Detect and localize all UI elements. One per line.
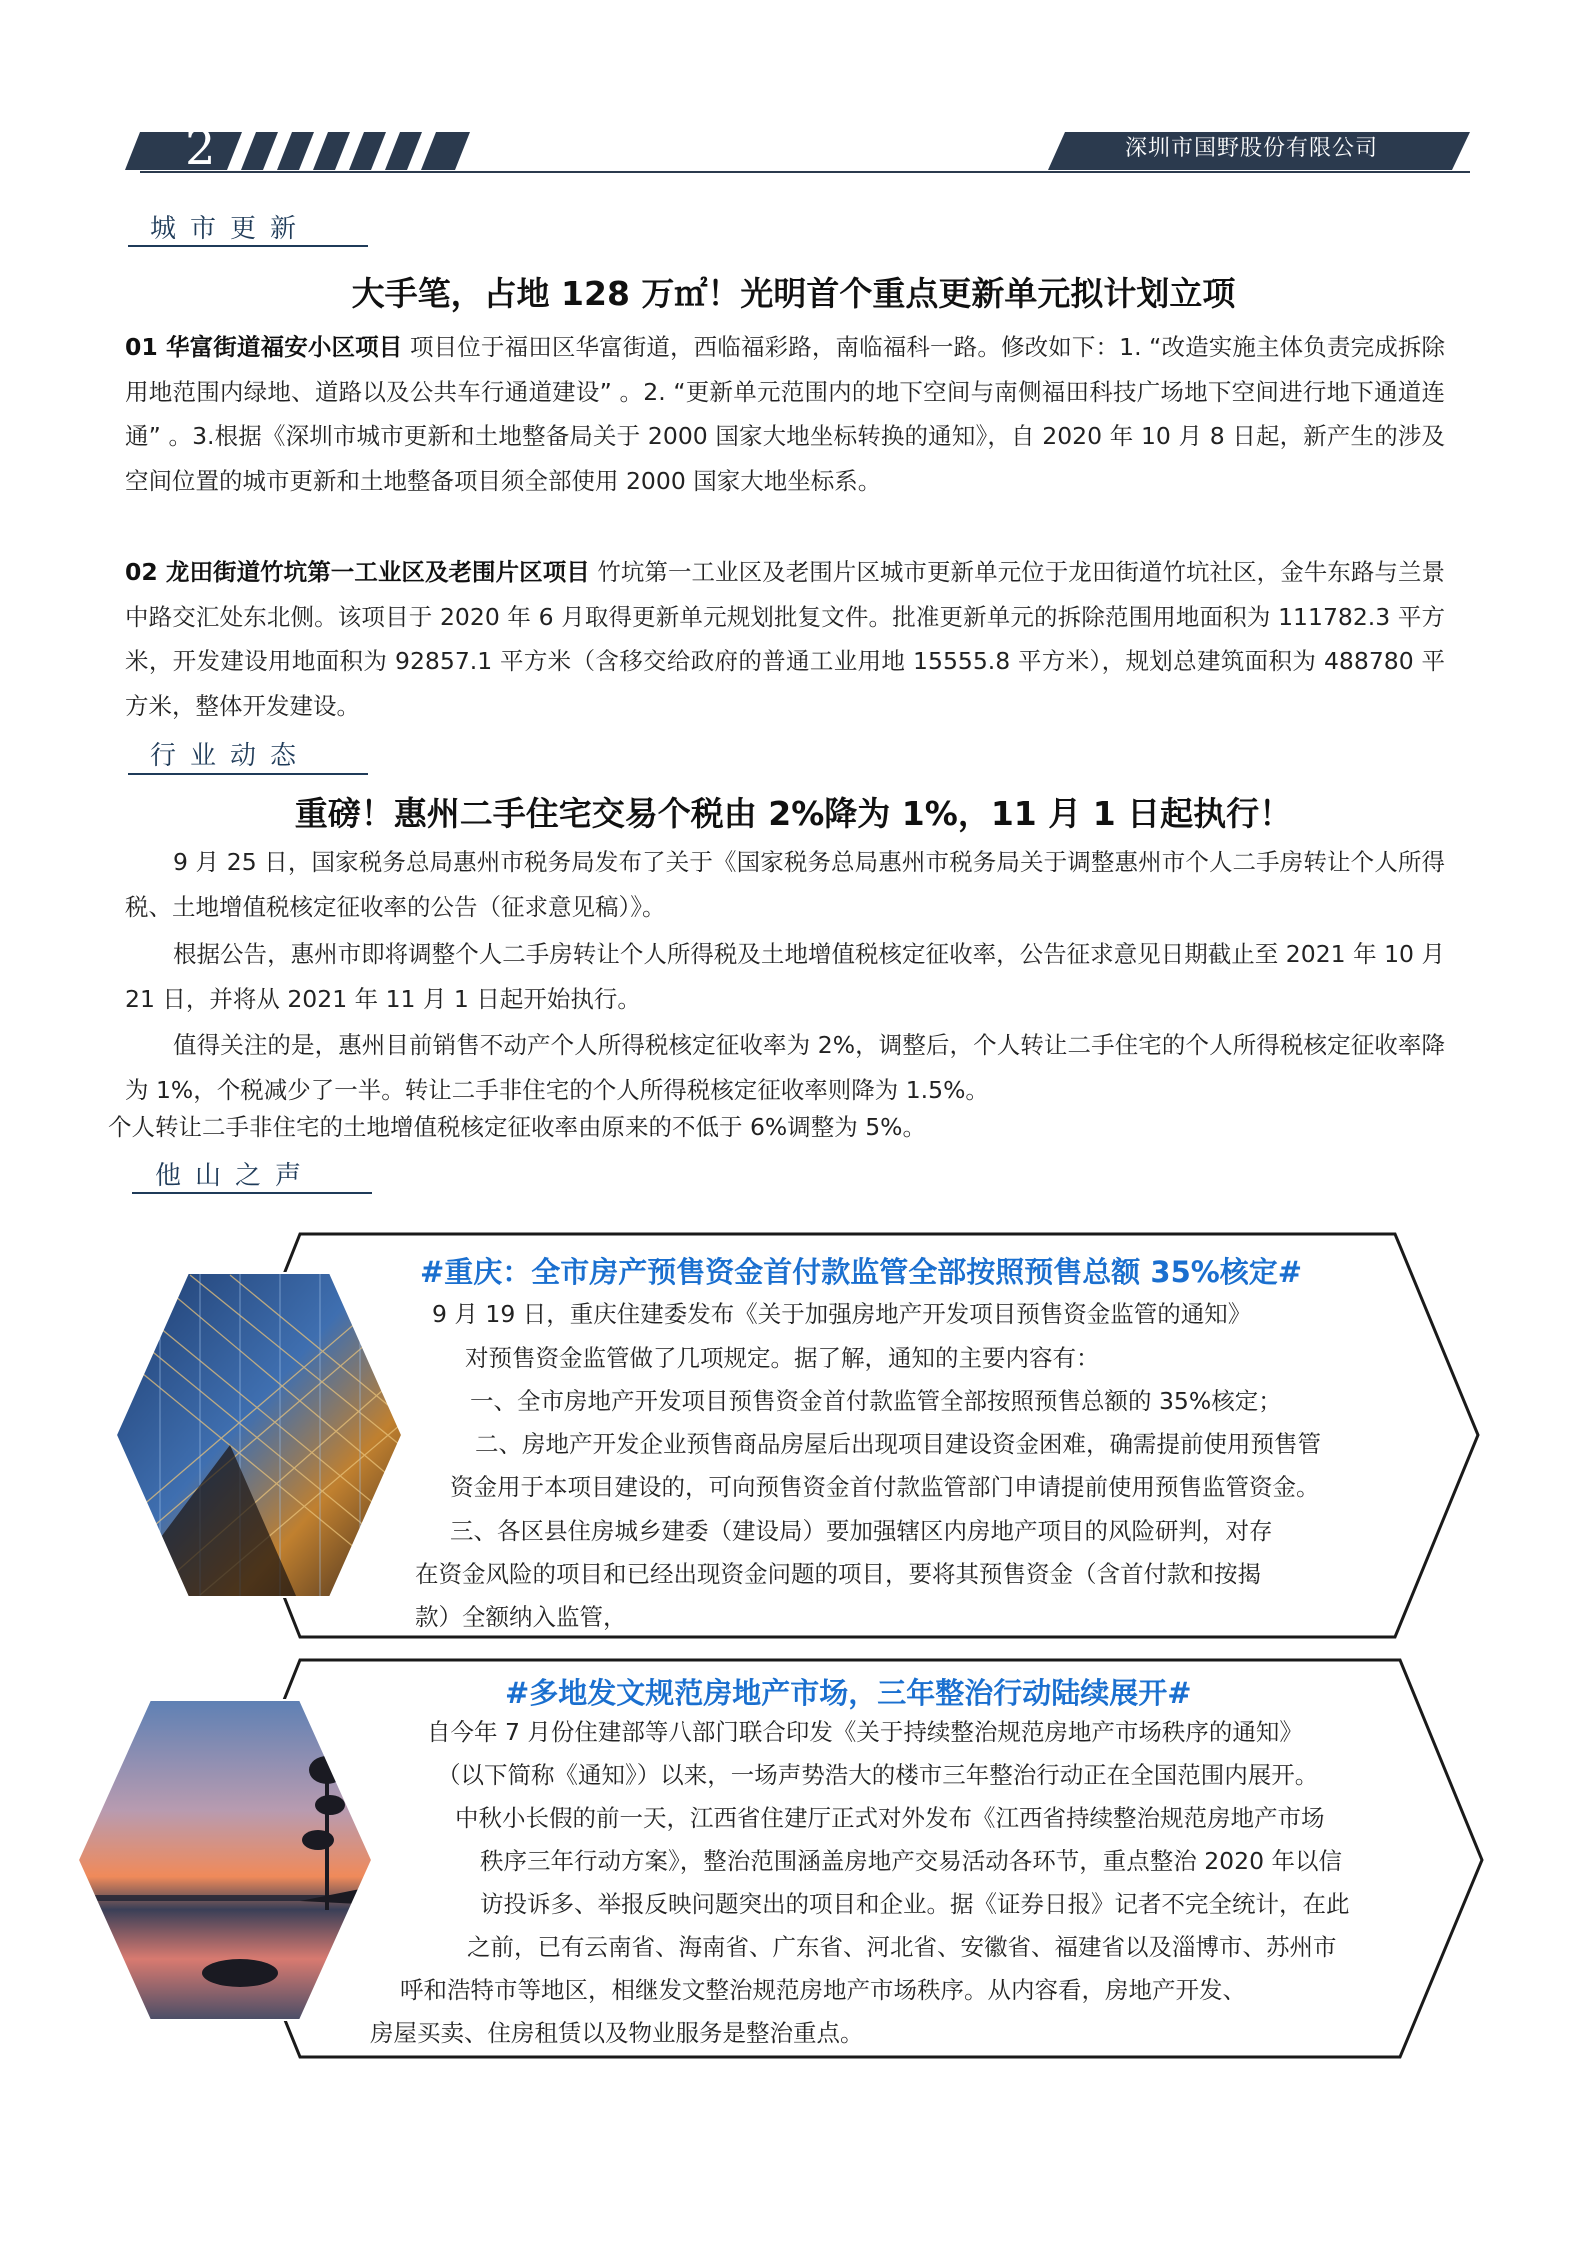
article-title: 重磅！惠州二手住宅交易个税由 2%降为 1%，11 月 1 日起执行！ — [294, 794, 1293, 833]
news-box-title: #重庆：全市房产预售资金首付款监管全部按照预售总额 35%核定# — [420, 1255, 1303, 1289]
news-box-line: 9 月 19 日，重庆住建委发布《关于加强房地产开发项目预售资金监管的通知》 — [432, 1300, 1252, 1328]
news-box-line: 对预售资金监管做了几项规定。据了解，通知的主要内容有： — [465, 1344, 1100, 1372]
news-box-line: 自今年 7 月份住建部等八部门联合印发《关于持续整治规范房地产市场秩序的通知》 — [427, 1718, 1303, 1746]
article-paragraph — [125, 550, 1445, 729]
section-tag-industry-news: 行业动态 — [150, 741, 311, 771]
company-name: 深圳市国野股份有限公司 — [1125, 136, 1379, 161]
lake-sunset-photo — [78, 1700, 372, 2020]
article-paragraph: 值得关注的是，惠州目前销售不动产个人所得税核定征收率为 2%，调整后，个人转让二手住宅的个人所得税核定征收率降为 1%，个税减少了一半。转让二手非住宅的个人所得税核定征收率则降为 1.5%。 — [125, 1031, 1445, 1104]
building-photo — [116, 1273, 402, 1597]
paragraph-body: 竹坑第一工业区及老围片区城市更新单元位于龙田街道竹坑社区，金牛东路与兰景中路交汇处东北侧。该项目于 2020 年 6 月取得更新单元规划批复文件。批准更新单元的拆除范围用地面积为 111782.3 平方米，开发建设用地面积为 92857.1 平方米（含移交给政府的普通工业用地 15555.8 平方米），规划总建筑面积为 488780 平方米，整体开发建设。 — [125, 558, 1445, 721]
news-box-line: 三、各区县住房城乡建委（建设局）要加强辖区内房地产项目的风险研判，对存 — [450, 1517, 1273, 1545]
news-box-line: 资金用于本项目建设的，可向预售资金首付款监管部门申请提前使用预售监管资金。 — [450, 1473, 1320, 1501]
paragraph-body: 项目位于福田区华富街道，西临福彩路，南临福科一路。修改如下：1. “改造实施主体负责完成拆除用地范围内绿地、道路以及公共车行通道建设” 。2. “更新单元范围内的地下空间与南侧福田科技广场地下空间进行地下通道连通” 。3.根据《深圳市城市更新和土地整备局关于 2000 国家大地坐标转换的通知》，自 2020 年 10 月 8 日起，新产生的涉及空间位置的城市更新和土地整备项目须全部使用 2000 国家大地坐标系。 — [125, 333, 1445, 496]
news-box-line: 一、全市房地产开发项目预售资金首付款监管全部按照预售总额的 35%核定； — [470, 1387, 1282, 1415]
article-paragraph: 9 月 25 日，国家税务总局惠州市税务局发布了关于《国家税务总局惠州市税务局关于调整惠州市个人二手房转让个人所得税、土地增值税核定征收率的公告（征求意见稿）》。 — [125, 848, 1445, 921]
article-paragraph — [125, 325, 1445, 504]
news-box-line: 中秋小长假的前一天，江西省住建厅正式对外发布《江西省持续整治规范房地产市场 — [455, 1804, 1325, 1832]
news-box-line: 秩序三年行动方案》，整治范围涵盖房地产交易活动各环节，重点整治 2020 年以信 — [480, 1847, 1342, 1875]
news-box-line: 款）全额纳入监管， — [415, 1603, 627, 1631]
section-underline — [128, 773, 368, 775]
paragraph-heading: 02 龙田街道竹坑第一工业区及老围片区项目 — [125, 558, 590, 586]
article-title: 大手笔，占地 128 万㎡！光明首个重点更新单元拟计划立项 — [351, 274, 1236, 313]
paragraph-heading: 01 华富街道福安小区项目 — [125, 333, 403, 361]
news-box-line: 在资金风险的项目和已经出现资金问题的项目，要将其预售资金（含首付款和按揭 — [415, 1560, 1261, 1588]
news-box-line: 呼和浩特市等地区，相继发文整治规范房地产市场秩序。从内容看，房地产开发、 — [400, 1976, 1246, 2004]
news-box-line: 之前，已有云南省、海南省、广东省、河北省、安徽省、福建省以及淄博市、苏州市 — [467, 1933, 1337, 1961]
page-header — [0, 0, 1587, 185]
news-box-line: 访投诉多、举报反映问题突出的项目和企业。据《证券日报》记者不完全统计，在此 — [480, 1890, 1350, 1918]
news-box-line: 二、房地产开发企业预售商品房屋后出现项目建设资金困难，确需提前使用预售管 — [475, 1430, 1321, 1458]
section-tag-urban-renewal: 城市更新 — [150, 214, 311, 244]
page-number: 2 — [185, 120, 216, 176]
article-paragraph: 个人转让二手非住宅的土地增值税核定征收率由原来的不低于 6%调整为 5%。 — [108, 1113, 927, 1141]
section-underline — [132, 1192, 372, 1194]
news-box-title: #多地发文规范房地产市场，三年整治行动陆续展开# — [505, 1676, 1192, 1710]
section-tag-other-voices: 他山之声 — [155, 1161, 316, 1191]
news-box-line: 房屋买卖、住房租赁以及物业服务是整治重点。 — [370, 2019, 864, 2047]
article-paragraph: 根据公告，惠州市即将调整个人二手房转让个人所得税及土地增值税核定征收率，公告征求意见日期截止至 2021 年 10 月 21 日，并将从 2021 年 11 月 1 日起开始执行。 — [125, 940, 1445, 1013]
section-underline — [128, 245, 368, 247]
news-box-line: （以下简称《通知》）以来，一场声势浩大的楼市三年整治行动正在全国范围内展开。 — [437, 1761, 1319, 1789]
